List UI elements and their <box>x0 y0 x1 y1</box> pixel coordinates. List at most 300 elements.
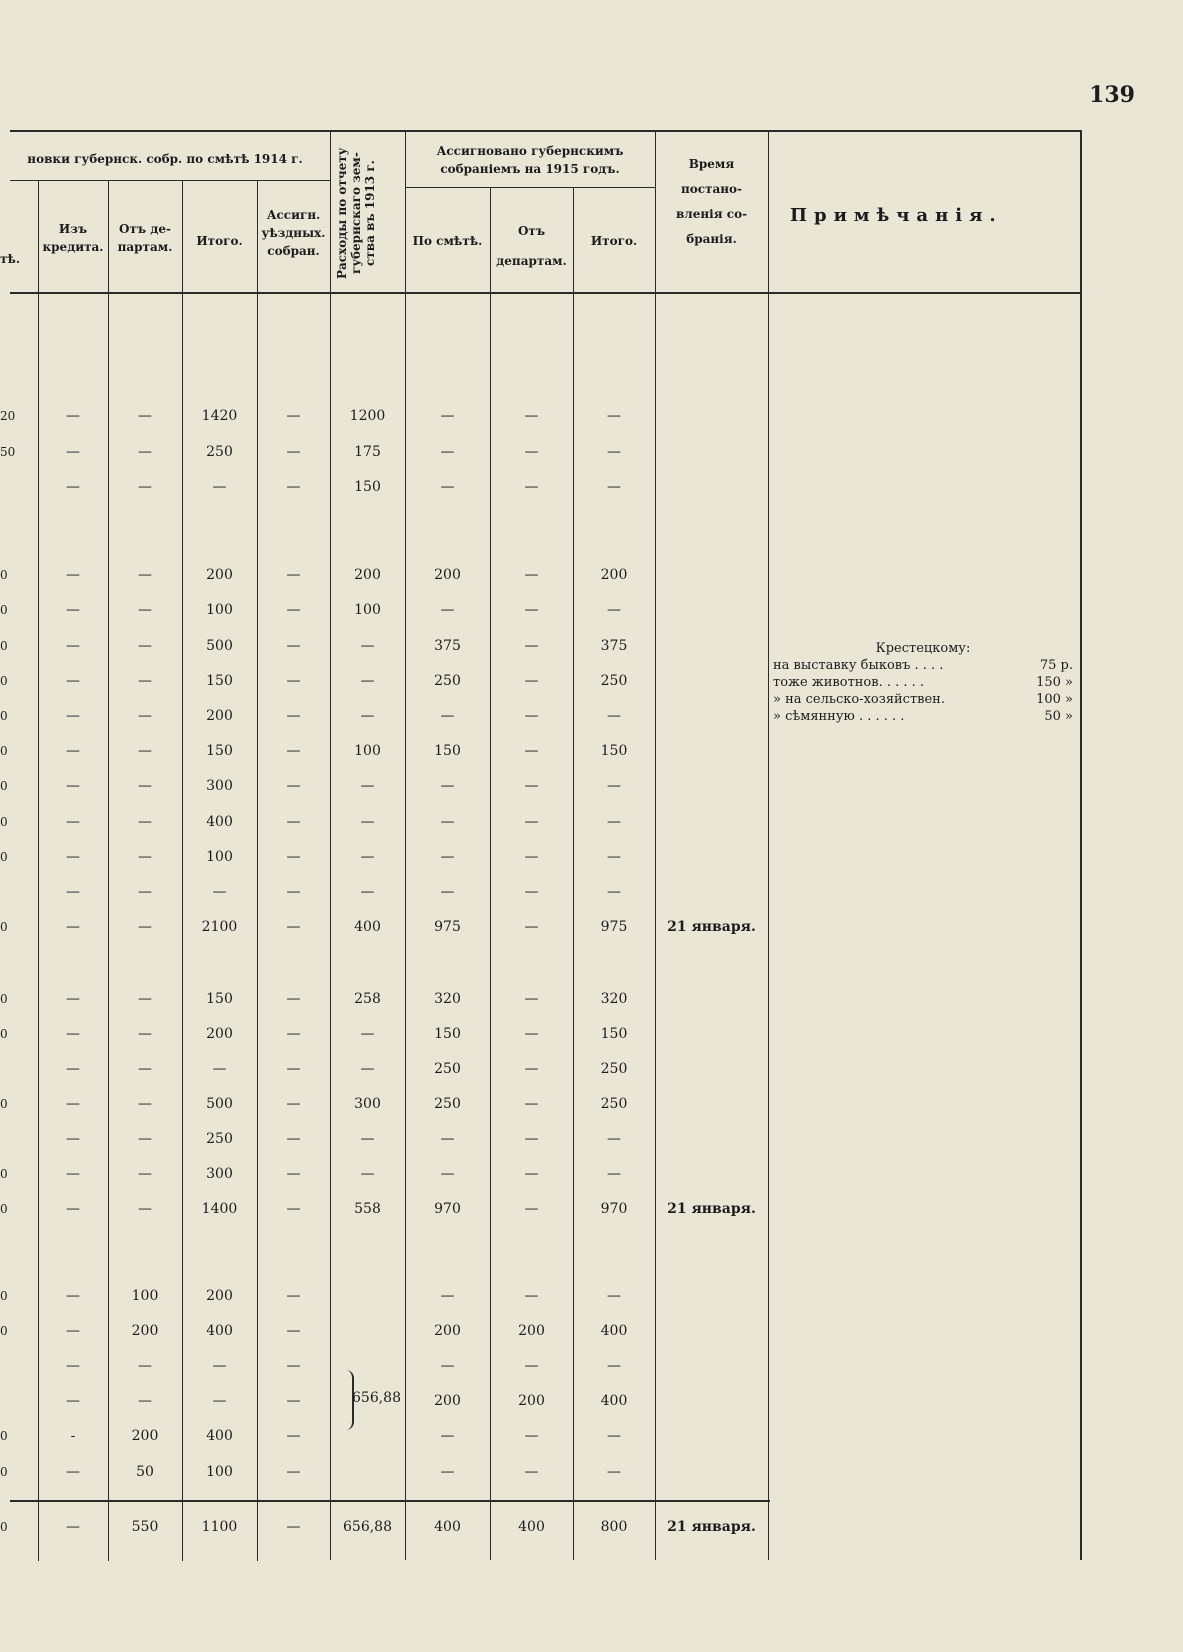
table-cell: — <box>607 1464 621 1480</box>
col-uezd-line: уѣздных. <box>261 226 326 240</box>
page-number: 139 <box>1089 82 1135 108</box>
table-cell: — <box>286 1323 301 1339</box>
table-cell <box>655 1356 768 1376</box>
row-left-fragment: 0 <box>0 1465 8 1479</box>
table-cell: — <box>138 1393 152 1409</box>
table-cell: 150 <box>600 743 628 759</box>
table-cell <box>655 406 768 426</box>
note-title: Крестецкому: <box>875 641 971 656</box>
table-cell: — <box>138 1131 152 1147</box>
table-cell: 100 <box>206 1464 233 1480</box>
table-cell: — <box>440 1428 455 1444</box>
table-cell: — <box>524 884 539 900</box>
table-cell: 250 <box>434 673 461 689</box>
table-cell: — <box>66 1201 80 1217</box>
table-cell: 50 <box>136 1464 154 1480</box>
table-cell: 1100 <box>201 1519 238 1535</box>
table-cell <box>655 671 768 691</box>
table-cell: — <box>440 778 455 794</box>
row-left-fragment: 0 <box>0 1324 8 1338</box>
table-cell: — <box>607 444 621 460</box>
table-cell: — <box>524 1428 539 1444</box>
table-cell: 320 <box>434 991 461 1007</box>
table-cell: — <box>360 708 375 724</box>
table-cell: 150 <box>206 991 233 1007</box>
table-cell: — <box>138 602 152 618</box>
table-cell: — <box>360 1166 375 1182</box>
table-cell: — <box>360 1026 375 1042</box>
col-dept-line: партам. <box>117 240 173 254</box>
table-cell: — <box>607 1358 621 1374</box>
table-cell: — <box>66 849 80 865</box>
row-left-fragment: 0 <box>0 674 8 688</box>
table-cell: 656,88 <box>343 1519 392 1535</box>
col-ot-dept-line: Отъ <box>517 224 546 238</box>
col-itogo2-header: Итого. <box>590 234 638 248</box>
table-cell: — <box>66 1061 80 1077</box>
table-cell: 100 <box>354 743 381 759</box>
table-cell: 200 <box>206 567 233 583</box>
col-line <box>655 130 656 1560</box>
table-cell: — <box>286 408 301 424</box>
table-cell: 258 <box>354 991 381 1007</box>
note-value: 50 » <box>1044 709 1073 724</box>
table-cell: — <box>286 778 301 794</box>
table-cell: — <box>524 602 539 618</box>
table-cell: 200 <box>131 1323 159 1339</box>
table-cell: — <box>360 638 375 654</box>
table-cell: — <box>286 1166 301 1182</box>
table-cell: 400 <box>434 1519 461 1535</box>
table-cell: 1200 <box>349 408 386 424</box>
table-cell: 500 <box>206 1096 233 1112</box>
note-label: » на сельско-хозяйствен. <box>773 692 945 707</box>
row-left-fragment: 0 <box>0 603 8 617</box>
row-left-fragment: 0 <box>0 920 8 934</box>
row-left-fragment: 0 <box>0 1289 8 1303</box>
table-cell: — <box>440 602 455 618</box>
col-time-header <box>655 152 768 252</box>
table-cell: — <box>524 849 539 865</box>
col-time-line: Время <box>688 157 735 171</box>
table-cell: — <box>66 1026 80 1042</box>
table-cell: — <box>440 849 455 865</box>
col-uezd-line: собран. <box>267 244 320 258</box>
table-cell: — <box>138 444 152 460</box>
col-left-fragment: тѣ. <box>0 252 21 266</box>
table-cell: — <box>66 1519 80 1535</box>
col-credit-line: Изъ <box>58 222 88 236</box>
merged-value: 656,88 <box>352 1390 401 1406</box>
table-cell: — <box>524 919 539 935</box>
table-cell: — <box>360 1131 375 1147</box>
table-cell <box>655 442 768 462</box>
table-cell: — <box>440 814 455 830</box>
row-left-fragment: 0 <box>0 815 8 829</box>
table-cell: — <box>286 1061 301 1077</box>
table-cell: — <box>524 638 539 654</box>
table-cell: 1420 <box>201 408 238 424</box>
table-cell: 200 <box>131 1428 159 1444</box>
table-cell: 150 <box>354 479 381 495</box>
table-cell: — <box>286 1096 301 1112</box>
table-cell: — <box>66 1358 80 1374</box>
row-left-fragment: 0 <box>0 744 8 758</box>
table-cell: 975 <box>600 919 628 935</box>
table-cell: — <box>66 1096 80 1112</box>
table-cell: — <box>286 991 301 1007</box>
table-cell <box>655 989 768 1009</box>
row-left-fragment <box>0 1129 20 1149</box>
table-cell: — <box>66 919 80 935</box>
table-cell: — <box>286 1288 301 1304</box>
col-time-line: постано- <box>680 182 743 196</box>
table-cell: 970 <box>600 1201 628 1217</box>
table-cell: — <box>286 884 301 900</box>
table-cell: — <box>286 444 301 460</box>
table-cell: — <box>138 778 152 794</box>
table-cell <box>655 477 768 497</box>
table-cell <box>330 1462 405 1482</box>
total-row-border <box>10 1500 770 1502</box>
note-label: на выставку быковъ . . . . <box>773 658 944 673</box>
table-cell: — <box>607 778 621 794</box>
note-line <box>773 657 1073 674</box>
table-cell: — <box>66 479 80 495</box>
table-cell: — <box>524 1201 539 1217</box>
table-cell <box>655 1321 768 1341</box>
table-cell: — <box>138 1096 152 1112</box>
row-left-fragment <box>0 1059 20 1079</box>
table-cell: — <box>524 673 539 689</box>
table-cell: — <box>440 1464 455 1480</box>
header-bottom-border <box>10 292 1080 294</box>
table-cell: — <box>607 814 621 830</box>
table-cell <box>330 1321 405 1341</box>
table-cell: — <box>66 638 80 654</box>
table-cell: 200 <box>600 567 628 583</box>
table-cell <box>655 1094 768 1114</box>
row-left-fragment <box>0 1391 20 1411</box>
table-cell: — <box>524 1358 539 1374</box>
table-cell: 975 <box>434 919 461 935</box>
table-cell: — <box>66 408 80 424</box>
table-cell: — <box>440 1166 455 1182</box>
note-line <box>773 708 1073 725</box>
table-cell: — <box>66 991 80 1007</box>
row-left-fragment: 0 <box>0 850 8 864</box>
row-left-fragment: 0 <box>0 779 8 793</box>
table-top-border <box>10 130 1080 132</box>
table-cell <box>655 1164 768 1184</box>
table-cell: — <box>286 673 301 689</box>
row-left-fragment: 0 <box>0 1520 8 1534</box>
table-cell: — <box>66 444 80 460</box>
table-cell: — <box>524 1096 539 1112</box>
row-left-fragment: 50 <box>0 445 16 459</box>
table-cell: 250 <box>600 1061 628 1077</box>
table-cell: — <box>524 408 539 424</box>
table-cell: — <box>440 479 455 495</box>
table-cell: 400 <box>600 1393 628 1409</box>
table-cell: — <box>66 1166 80 1182</box>
table-cell: 250 <box>434 1096 461 1112</box>
table-cell: — <box>524 567 539 583</box>
note-block <box>773 640 1073 725</box>
table-cell: — <box>138 567 152 583</box>
table-cell: — <box>440 444 455 460</box>
table-cell: — <box>440 1288 455 1304</box>
group2-header <box>405 142 655 178</box>
table-cell: — <box>286 1201 301 1217</box>
table-cell: — <box>66 602 80 618</box>
table-cell: — <box>524 1026 539 1042</box>
table-cell: 200 <box>434 567 461 583</box>
table-cell: — <box>66 814 80 830</box>
table-cell: — <box>524 1131 539 1147</box>
table-cell <box>655 812 768 832</box>
table-cell: — <box>286 814 301 830</box>
table-cell <box>655 1024 768 1044</box>
group2-line: Ассигновано губернскимъ <box>436 144 624 158</box>
note-label: тоже животнов. . . . . . <box>773 675 925 690</box>
table-cell: — <box>524 991 539 1007</box>
table-cell: — <box>524 814 539 830</box>
table-cell: — <box>607 1131 621 1147</box>
table-cell: — <box>360 814 375 830</box>
table-cell: — <box>286 1131 301 1147</box>
col-credit-header <box>38 220 108 256</box>
row-left-fragment: 0 <box>0 1429 8 1443</box>
group1-header: новки губернск. собр. по смѣтѣ 1914 г. <box>27 152 303 166</box>
table-cell: 200 <box>434 1323 461 1339</box>
table-cell: — <box>607 1288 621 1304</box>
row-left-fragment: 0 <box>0 1167 8 1181</box>
table-cell: — <box>607 849 621 865</box>
table-cell: — <box>138 708 152 724</box>
row-left-fragment: 0 <box>0 568 8 582</box>
table-cell: 200 <box>518 1393 545 1409</box>
table-cell: 250 <box>600 673 628 689</box>
table-cell: 150 <box>434 743 461 759</box>
col-line <box>330 130 331 1560</box>
table-cell: — <box>138 1358 152 1374</box>
row-left-fragment: 0 <box>0 709 8 723</box>
table-cell: — <box>138 1201 152 1217</box>
table-cell: — <box>66 567 80 583</box>
table-cell: — <box>440 884 455 900</box>
table-cell <box>330 1286 405 1306</box>
table-cell: 558 <box>354 1201 381 1217</box>
table-cell: — <box>524 708 539 724</box>
table-cell <box>655 776 768 796</box>
table-cell: — <box>66 743 80 759</box>
table-cell: 320 <box>600 991 628 1007</box>
note-value: 75 р. <box>1039 658 1073 673</box>
table-cell: — <box>286 567 301 583</box>
table-cell: 150 <box>600 1026 628 1042</box>
table-cell: 300 <box>206 1166 233 1182</box>
table-cell: — <box>138 1026 152 1042</box>
table-cell: — <box>138 673 152 689</box>
table-cell: 400 <box>518 1519 545 1535</box>
table-cell: — <box>138 884 152 900</box>
table-cell: — <box>138 638 152 654</box>
col-credit-line: кредита. <box>42 240 104 254</box>
note-value: 100 » <box>1036 692 1073 707</box>
table-cell: 300 <box>206 778 233 794</box>
table-cell: 375 <box>434 638 461 654</box>
table-cell: — <box>286 1026 301 1042</box>
row-left-fragment <box>0 882 20 902</box>
table-cell: 400 <box>206 1323 233 1339</box>
table-cell: 200 <box>354 567 381 583</box>
table-cell: — <box>212 1061 227 1077</box>
col-line <box>490 187 491 1560</box>
table-cell: — <box>286 1519 301 1535</box>
table-cell: 1400 <box>201 1201 238 1217</box>
table-cell: 250 <box>206 444 233 460</box>
table-cell: — <box>286 1358 301 1374</box>
table-cell <box>655 847 768 867</box>
table-cell <box>655 1286 768 1306</box>
table-cell <box>655 741 768 761</box>
row-left-fragment: 0 <box>0 1027 8 1041</box>
table-cell: — <box>607 479 621 495</box>
table-cell: — <box>66 673 80 689</box>
table-cell: 200 <box>206 1288 233 1304</box>
table-cell: — <box>524 743 539 759</box>
table-cell <box>655 1129 768 1149</box>
table-cell: — <box>66 884 80 900</box>
table-cell: — <box>440 1131 455 1147</box>
note-value: 150 » <box>1036 675 1073 690</box>
table-cell: — <box>286 1393 301 1409</box>
col-po-smete-header: По смѣтѣ. <box>412 234 483 248</box>
table-cell: — <box>286 602 301 618</box>
col-line <box>257 181 258 1561</box>
col-uezd-line: Ассигн. <box>266 208 321 222</box>
col-line <box>182 181 183 1561</box>
note-label: » сѣмянную . . . . . . <box>773 709 905 724</box>
table-cell: — <box>440 1358 455 1374</box>
table-cell: — <box>138 743 152 759</box>
table-cell: 100 <box>206 849 233 865</box>
col-line <box>108 181 109 1561</box>
table-cell: — <box>138 919 152 935</box>
table-cell: — <box>66 1464 80 1480</box>
table-cell: — <box>286 479 301 495</box>
table-cell: 970 <box>434 1201 461 1217</box>
table-cell <box>655 600 768 620</box>
table-cell: 300 <box>354 1096 381 1112</box>
table-cell: — <box>286 1464 301 1480</box>
header-divider-2 <box>405 187 655 188</box>
table-cell: 150 <box>206 673 233 689</box>
table-cell <box>655 706 768 726</box>
table-cell: — <box>286 849 301 865</box>
notes-header: Примѣчанія. <box>790 205 1003 226</box>
row-left-fragment: 0 <box>0 639 8 653</box>
table-cell: — <box>66 1393 80 1409</box>
table-cell: 375 <box>600 638 628 654</box>
table-cell: — <box>360 884 375 900</box>
table-cell: — <box>286 1428 301 1444</box>
table-cell: 250 <box>206 1131 233 1147</box>
table-cell: — <box>138 1166 152 1182</box>
table-cell: — <box>360 1061 375 1077</box>
table-cell: — <box>212 884 227 900</box>
col-time-line: вленія со- <box>675 207 748 221</box>
table-cell: 200 <box>434 1393 461 1409</box>
header-divider-1 <box>10 180 330 181</box>
table-cell: — <box>286 743 301 759</box>
table-cell: — <box>66 708 80 724</box>
note-line <box>773 674 1073 691</box>
table-cell: — <box>607 602 621 618</box>
col-dept-line: Отъ де- <box>119 222 171 236</box>
table-cell <box>655 882 768 902</box>
table-cell: 550 <box>131 1519 159 1535</box>
table-cell: 250 <box>434 1061 461 1077</box>
table-cell: — <box>66 1131 80 1147</box>
table-cell: 100 <box>354 602 381 618</box>
table-cell: — <box>524 1464 539 1480</box>
table-cell: — <box>440 408 455 424</box>
col-dept-header <box>108 220 182 256</box>
table-cell: — <box>66 1288 80 1304</box>
table-cell: 175 <box>354 444 381 460</box>
table-cell: 200 <box>206 708 233 724</box>
table-cell: — <box>440 708 455 724</box>
table-cell: — <box>607 408 621 424</box>
table-cell: — <box>138 814 152 830</box>
table-cell: — <box>360 849 375 865</box>
table-cell: — <box>524 1288 539 1304</box>
table-cell: — <box>524 479 539 495</box>
table-cell <box>655 636 768 656</box>
table-cell: 400 <box>206 814 233 830</box>
col-line <box>405 130 406 1560</box>
table-cell: 400 <box>600 1323 628 1339</box>
row-left-fragment: 0 <box>0 1097 8 1111</box>
col-line <box>768 130 769 1560</box>
group2-line: собраніемъ на 1915 годъ. <box>440 162 620 176</box>
table-cell: — <box>286 919 301 935</box>
col-line <box>38 181 39 1561</box>
col-line <box>1080 130 1082 1560</box>
table-cell: — <box>286 708 301 724</box>
table-cell: — <box>607 1428 621 1444</box>
table-cell <box>655 1462 768 1482</box>
col-ot-dept-line: департам. <box>496 254 567 268</box>
table-cell: 2100 <box>201 919 238 935</box>
table-cell: — <box>138 1061 152 1077</box>
table-cell: — <box>138 849 152 865</box>
table-cell: — <box>138 479 152 495</box>
table-cell: 100 <box>206 602 233 618</box>
table-cell: — <box>138 408 152 424</box>
table-cell: — <box>212 1393 227 1409</box>
table-cell: - <box>70 1428 76 1444</box>
table-cell: 250 <box>600 1096 628 1112</box>
table-cell <box>655 1391 768 1411</box>
row-left-fragment: 0 <box>0 1202 8 1216</box>
table-cell: — <box>66 1323 80 1339</box>
col-line <box>573 187 574 1560</box>
col-time-line: бранія. <box>686 232 737 246</box>
col-ot-dept-header <box>490 222 573 270</box>
